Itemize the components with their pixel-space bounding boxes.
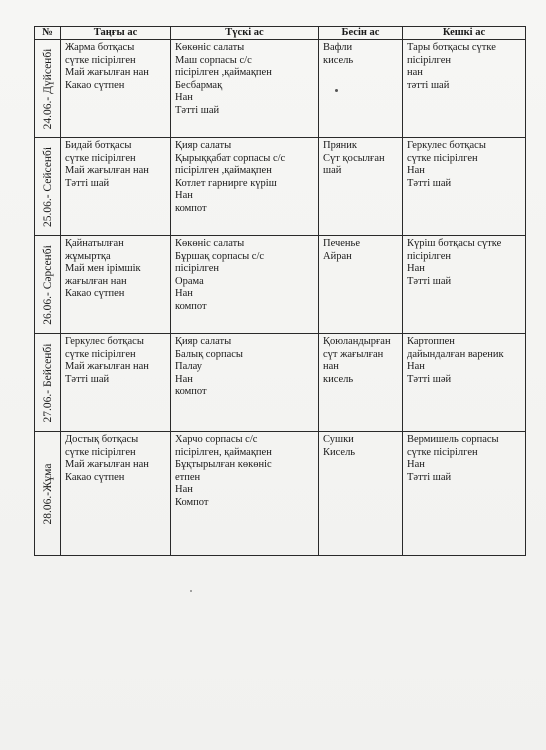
menu-item-text: Қоюландырған <box>323 336 391 347</box>
header-afternoon-snack: Бесін ас <box>319 27 403 40</box>
menu-item-text: пісірілген <box>407 54 451 66</box>
menu-item-text: кисель <box>323 54 354 66</box>
ink-dot <box>335 89 338 92</box>
menu-item-text: пісірілген ,қаймақпен <box>175 165 272 176</box>
afternoon-snack-cell <box>319 138 403 236</box>
menu-item-text: Қырыққабат сорпасы с/с <box>175 152 286 164</box>
ink-dot <box>190 590 192 592</box>
menu-item-text: Май жағылған нан <box>65 165 149 176</box>
menu-item-text: Тәтті шай <box>407 275 452 287</box>
menu-item-text: Нан <box>175 288 193 299</box>
menu-item-text: Тәтті шай <box>65 373 110 385</box>
menu-item-text: Тары ботқасы сүтке <box>407 42 496 53</box>
meal-menu-table <box>34 26 526 556</box>
menu-item-text: Қайнатылған <box>65 238 124 249</box>
menu-item-text: Сүт қосылған <box>323 152 385 164</box>
menu-item-text: етпен <box>175 471 201 483</box>
menu-item-text: пісірілген, қаймақпен <box>175 446 272 458</box>
menu-item-text: Қияр салаты <box>175 336 232 347</box>
day-cell <box>35 138 61 236</box>
menu-item-text: компот <box>175 386 207 397</box>
breakfast-cell <box>61 432 171 556</box>
menu-item-text: Күріш ботқасы сүтке <box>407 238 502 249</box>
afternoon-snack-cell <box>319 236 403 334</box>
table-row <box>35 334 526 432</box>
dinner-cell <box>403 334 526 432</box>
menu-item-text: Печенье <box>323 238 360 249</box>
menu-item-text: жағылған нан <box>65 275 127 287</box>
afternoon-snack-cell <box>319 40 403 138</box>
menu-item-text: Балық сорпасы <box>175 348 243 360</box>
menu-item-text: нан <box>407 67 423 78</box>
menu-item-text: Нан <box>407 263 425 274</box>
day-label: 25.06.- Сейсенбі <box>41 146 54 227</box>
menu-item-text: Май жағылған нан <box>65 361 149 372</box>
header-dinner: Кешкі ас <box>403 27 526 40</box>
afternoon-snack-cell <box>319 334 403 432</box>
menu-item-text: Достық ботқасы <box>65 434 139 445</box>
table-row <box>35 40 526 138</box>
menu-item-text: пісірілген <box>407 250 451 262</box>
day-label: 28.06.-Жұма <box>41 463 54 524</box>
day-cell <box>35 40 61 138</box>
menu-item-text: Нан <box>175 92 193 103</box>
menu-item-text: сүтке пісірілген <box>407 152 478 164</box>
menu-item-text: Харчо сорпасы с/с <box>175 434 258 445</box>
menu-item-text: Котлет гарнирге күріш <box>175 177 277 189</box>
dinner-cell <box>403 138 526 236</box>
menu-item-text: Пряник <box>323 140 358 151</box>
menu-item-text: Вермишель сорпасы <box>407 434 499 445</box>
menu-item-text: Нан <box>175 484 193 495</box>
breakfast-cell <box>61 236 171 334</box>
lunch-cell <box>171 334 319 432</box>
menu-item-text: Геркулес ботқасы <box>407 140 486 151</box>
table-row <box>35 138 526 236</box>
header-row <box>35 27 526 40</box>
menu-item-text: Май жағылған нан <box>65 459 149 470</box>
menu-item-text: Нан <box>407 361 425 372</box>
menu-item-text: жұмыртқа <box>65 250 111 262</box>
menu-item-text: Палау <box>175 361 202 372</box>
menu-item-text: Маш сорпасы с/с <box>175 54 252 66</box>
menu-item-text: Тәтті шай <box>407 471 452 483</box>
breakfast-cell <box>61 334 171 432</box>
menu-item-text: Қияр салаты <box>175 140 232 151</box>
dinner-cell <box>403 236 526 334</box>
menu-item-text: Жарма ботқасы <box>65 42 135 53</box>
lunch-cell <box>171 138 319 236</box>
dinner-cell <box>403 40 526 138</box>
table-row <box>35 432 526 556</box>
menu-item-text: сүт жағылған <box>323 348 384 360</box>
lunch-cell <box>171 40 319 138</box>
menu-item-text: Картоппен <box>407 336 455 347</box>
menu-item-text: Вафли <box>323 42 353 53</box>
menu-item-text: Бұршақ сорпасы с/с <box>175 250 265 262</box>
dinner-cell <box>403 432 526 556</box>
menu-item-text: Бұқтырылған көкөніс <box>175 459 272 470</box>
menu-item-text: Тәтті шәй <box>407 373 452 385</box>
menu-item-text: Геркулес ботқасы <box>65 336 144 347</box>
menu-item-text: Нан <box>175 373 193 385</box>
menu-item-text: Көкөніс салаты <box>175 42 245 53</box>
menu-item-text: шай <box>323 165 342 176</box>
menu-item-text: Тәтті шай <box>65 177 110 189</box>
day-label: 24.06.- Дүйсенбі <box>41 48 54 129</box>
breakfast-cell <box>61 40 171 138</box>
lunch-cell <box>171 432 319 556</box>
header-lunch: Түскі ас <box>171 27 319 40</box>
day-label: 27.06.- Бейсенбі <box>41 343 54 422</box>
breakfast-cell <box>61 138 171 236</box>
menu-item-text: Кисель <box>323 446 356 458</box>
menu-item-text: сүтке пісірілген <box>65 348 136 360</box>
menu-item-text: нан <box>323 361 339 372</box>
menu-item-text: кисель <box>323 373 354 385</box>
menu-item-text: компот <box>175 300 207 312</box>
menu-item-text: Какао сүтпен <box>65 471 125 483</box>
header-number: № <box>35 27 61 40</box>
day-label: 26.06.- Сәрсенбі <box>41 244 54 325</box>
menu-item-text: компот <box>175 202 207 214</box>
menu-item-text: сүтке пісірілген <box>407 446 478 458</box>
menu-item-text: Нан <box>407 459 425 470</box>
menu-item-text: Компот <box>175 496 209 508</box>
menu-item-text: сүтке пісірілген <box>65 54 136 66</box>
menu-item-text: Тәтті шай <box>175 104 220 116</box>
menu-item-text: Орама <box>175 275 204 287</box>
menu-item-text: дайындалған вареник <box>407 348 504 360</box>
menu-item-text: Какао сүтпен <box>65 288 125 299</box>
menu-item-text: Какао сүтпен <box>65 79 125 91</box>
day-cell <box>35 236 61 334</box>
menu-item-text: Тәтті шай <box>407 177 452 189</box>
menu-item-text: пісірілген ,қаймақпен <box>175 67 272 78</box>
afternoon-snack-cell <box>319 432 403 556</box>
header-breakfast: Таңғы ас <box>61 27 171 40</box>
menu-item-text: Нан <box>407 165 425 176</box>
table-row <box>35 236 526 334</box>
menu-item-text: Айран <box>323 250 352 262</box>
menu-item-text: пісірілген <box>175 263 219 274</box>
menu-item-text: сүтке пісірілген <box>65 446 136 458</box>
menu-item-text: Сушки <box>323 434 354 445</box>
menu-item-text: Май мен ірімшік <box>65 263 141 274</box>
menu-item-text: Көкөніс салаты <box>175 238 245 249</box>
day-cell <box>35 432 61 556</box>
day-cell <box>35 334 61 432</box>
lunch-cell <box>171 236 319 334</box>
menu-item-text: Нан <box>175 190 193 201</box>
menu-item-text: тәтті шай <box>407 79 450 91</box>
menu-body <box>35 40 526 556</box>
menu-item-text: сүтке пісірілген <box>65 152 136 164</box>
menu-item-text: Май жағылған нан <box>65 67 149 78</box>
menu-item-text: Бидай ботқасы <box>65 140 132 151</box>
menu-item-text: Бесбармақ <box>175 79 223 91</box>
